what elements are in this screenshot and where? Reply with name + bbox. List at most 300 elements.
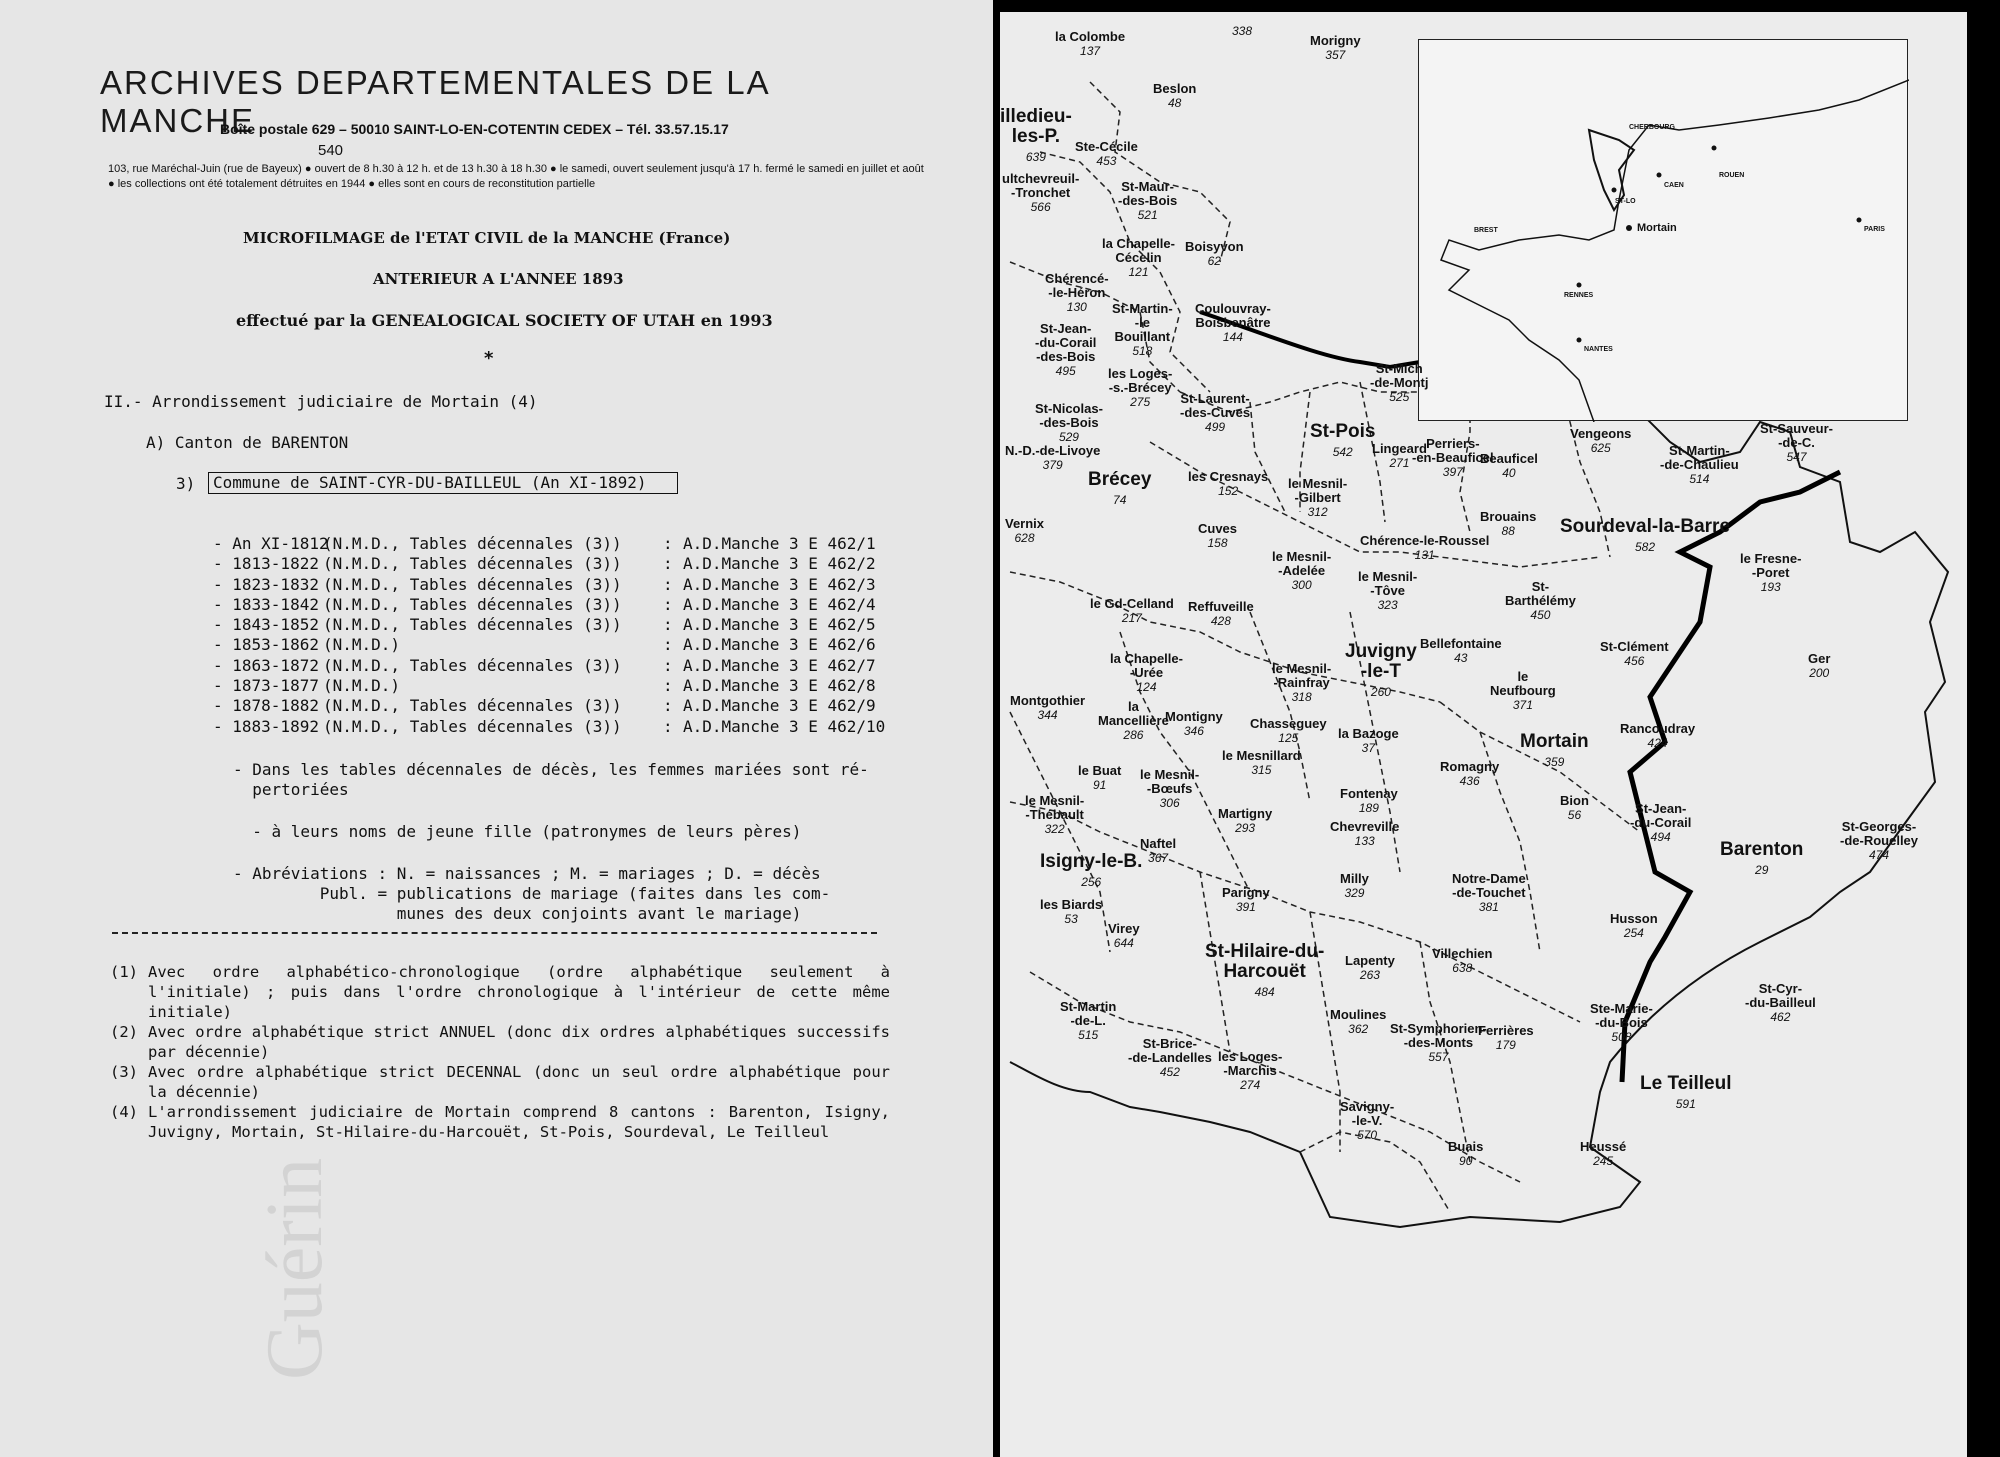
- record-reference: A.D.Manche 3 E 462/3: [683, 574, 876, 594]
- place-name: Morigny: [1310, 33, 1361, 48]
- place-number: 91: [1092, 778, 1107, 792]
- place-number: 547: [1786, 450, 1807, 464]
- map-place-st-georges-rouelley: [1840, 820, 1918, 862]
- record-reference: A.D.Manche 3 E 462/2: [683, 554, 876, 574]
- place-number: 397: [1442, 465, 1463, 479]
- place-name: Lapenty: [1345, 953, 1395, 968]
- map-place-montigny: [1165, 710, 1223, 738]
- note-abreviations: - Abréviations : N. = naissances ; M. = mariages ; D. = décès Publ. = publications de mariage (faites dans les com- munes des deux conjoints avant le mariage): [233, 864, 831, 923]
- place-name: Mortain: [1520, 731, 1589, 752]
- footnote-text: Avec ordre alphabétique strict DECENNAL (donc un seul ordre alphabétique pour la décennie): [148, 1063, 890, 1101]
- map-place-sourdeval: [1560, 517, 1730, 557]
- place-number: 88: [1501, 524, 1515, 538]
- box-number: 540: [318, 142, 344, 159]
- record-reference: A.D.Manche 3 E 462/9: [683, 696, 876, 716]
- heading-anterieur: ANTERIEUR A L'ANNEE 1893: [373, 270, 624, 288]
- map-place-naftel: [1140, 837, 1176, 865]
- place-number: 456: [1624, 654, 1645, 668]
- place-number: 514: [1689, 472, 1710, 486]
- place-number: 625: [1590, 441, 1611, 455]
- map-place-fultchevreuil: [1002, 172, 1079, 214]
- record-description: (N.M.D., Tables décennales (3)): [323, 554, 622, 574]
- map-place-ste-cecile: [1075, 140, 1138, 168]
- map-place-num-338: [1232, 24, 1252, 38]
- commune-title-box: Commune de SAINT-CYR-DU-BAILLEUL (An XI-1892): [208, 472, 678, 494]
- place-name: Villechien: [1432, 946, 1493, 961]
- map-place-les-cresnays: [1188, 470, 1268, 498]
- inset-city-nantes: NANTES: [1584, 346, 1613, 353]
- place-number: 62: [1207, 254, 1221, 268]
- place-name: Barenton: [1720, 839, 1804, 860]
- map-place-barenton: [1720, 840, 1803, 880]
- place-number: 189: [1358, 801, 1379, 815]
- map-place-fontenay: [1340, 787, 1398, 815]
- record-separator: :: [663, 554, 673, 574]
- place-number: 525: [1389, 390, 1410, 404]
- map-place-ger: [1808, 652, 1830, 680]
- place-name: Juvigny -le-T: [1345, 641, 1417, 682]
- place-number: 529: [1058, 430, 1079, 444]
- record-separator: :: [663, 635, 673, 655]
- footnote-number: (2): [110, 1023, 138, 1041]
- record-reference: A.D.Manche 3 E 462/6: [683, 635, 876, 655]
- archive-title: ARCHIVES DEPARTEMENTALES DE LA MANCHE: [100, 64, 769, 139]
- place-name: les Cresnays: [1188, 469, 1269, 484]
- inset-city-rouen: ROUEN: [1719, 172, 1745, 179]
- map-place-st-barthelemy: [1505, 580, 1576, 622]
- place-name: St-Jean- -du-Corail: [1630, 801, 1692, 830]
- place-name: St-Clément: [1600, 639, 1669, 654]
- place-number: 436: [1459, 774, 1480, 788]
- star-separator: *: [484, 348, 494, 369]
- place-name: la Bazoge: [1338, 726, 1399, 741]
- place-number: 367: [1148, 851, 1169, 865]
- map-place-juvigny: [1345, 642, 1417, 702]
- inset-city-rennes: RENNES: [1564, 292, 1594, 299]
- place-name: Bellefontaine: [1420, 636, 1502, 651]
- map-place-la-chapelle-uree: [1110, 652, 1183, 694]
- map-place-rancoudray: [1620, 722, 1695, 750]
- place-number: 254: [1623, 926, 1644, 940]
- place-name: le Fresne- -Poret: [1740, 551, 1802, 580]
- map-place-st-martin-le-bouillant: [1112, 302, 1173, 358]
- place-number: 29: [1755, 863, 1769, 877]
- place-name: Milly: [1340, 871, 1369, 886]
- place-number: 200: [1809, 666, 1830, 680]
- place-name: Sourdeval-la-Barre: [1560, 516, 1731, 537]
- place-name: Heussé: [1580, 1139, 1627, 1154]
- map-place-la-bazoge: [1338, 727, 1399, 755]
- place-name: Parigny: [1222, 885, 1270, 900]
- record-description: (N.M.D., Tables décennales (3)): [323, 615, 622, 635]
- place-number: 152: [1218, 484, 1239, 498]
- map-place-bellefontaine: [1420, 637, 1502, 665]
- place-number: 474: [1868, 848, 1890, 862]
- map-place-st-sauveur: [1760, 422, 1833, 464]
- map-place-le-fresne-poret: [1740, 552, 1801, 594]
- place-name: St-Jean- -du-Corail -des-Bois: [1035, 321, 1097, 364]
- place-number: 484: [1254, 985, 1275, 999]
- footnote-number: (4): [110, 1103, 138, 1121]
- map-place-st-hilaire: [1205, 942, 1324, 1002]
- place-name: Montgothier: [1010, 693, 1086, 708]
- map-place-le-mesnil-boeufs: [1140, 768, 1199, 810]
- postal-address: Boîte postale 629 – 50010 SAINT-LO-EN-COTENTIN CEDEX – Tél. 33.57.15.17: [220, 121, 729, 137]
- record-row: [213, 534, 993, 554]
- map-place-st-laurent: [1180, 392, 1250, 434]
- map-place-st-jean-du-corail: [1630, 802, 1691, 844]
- map-place-le-mesnillard: [1222, 749, 1301, 777]
- map-place-virey: [1108, 922, 1140, 950]
- map-place-st-martin-chaulieu: [1660, 444, 1739, 486]
- place-name: Bion: [1560, 793, 1589, 808]
- heading-genealogical-society: effectué par la GENEALOGICAL SOCIETY OF UTAH en 1993: [236, 311, 773, 330]
- place-number: 322: [1044, 822, 1065, 836]
- place-number: 124: [1136, 680, 1157, 694]
- place-number: 256: [1081, 875, 1102, 889]
- place-name: Savigny- -le-V.: [1340, 1099, 1395, 1128]
- watermark: Guérin: [251, 1157, 339, 1380]
- place-number: 40: [1502, 466, 1516, 480]
- place-name: St-Martin- -de-Chaulieu: [1660, 443, 1739, 472]
- place-number: 338: [1232, 24, 1253, 38]
- records-list: [213, 534, 993, 737]
- place-number: 428: [1210, 614, 1231, 628]
- place-name: Ger: [1808, 651, 1831, 666]
- record-description: (N.M.D., Tables décennales (3)): [323, 574, 622, 594]
- map-place-le-buat: [1078, 764, 1121, 792]
- map-place-st-jean-du-corail-des-bois: [1035, 322, 1096, 378]
- place-number: 591: [1675, 1097, 1696, 1111]
- map-place-livoye: [1005, 444, 1100, 472]
- record-period: - An XI-1812: [213, 534, 329, 553]
- place-number: 557: [1428, 1050, 1449, 1064]
- place-number: 217: [1121, 611, 1142, 625]
- place-number: 274: [1240, 1078, 1261, 1092]
- place-number: 424: [1647, 736, 1668, 750]
- inset-city-cherbourg: CHERBOURG: [1629, 124, 1675, 131]
- place-number: 644: [1113, 936, 1134, 950]
- record-reference: A.D.Manche 3 E 462/10: [683, 716, 886, 736]
- place-name: Beauficel: [1480, 451, 1538, 466]
- place-name: le Gd-Celland: [1090, 596, 1174, 611]
- place-name: N.-D.-de-Livoye: [1005, 443, 1101, 458]
- record-period: - 1853-1862: [213, 635, 319, 655]
- map-place-martigny: [1218, 807, 1272, 835]
- map-place-vernix: [1005, 517, 1044, 545]
- map-place-le-mesnil-rainfray: [1272, 662, 1331, 704]
- dashed-divider: [112, 932, 877, 934]
- map-place-la-colombe: [1055, 30, 1125, 58]
- map-place-le-neufbourg: [1490, 670, 1556, 712]
- place-number: 137: [1080, 44, 1101, 58]
- place-name: Perriers- -en-Beauficel: [1412, 436, 1494, 465]
- place-name: Husson: [1610, 911, 1658, 926]
- map-place-la-chapelle-cecelin: [1102, 237, 1175, 279]
- map-place-notre-dame-touchet: [1452, 872, 1526, 914]
- place-number: 306: [1159, 796, 1180, 810]
- footnote-number: (3): [110, 1063, 138, 1081]
- place-number: 158: [1207, 536, 1228, 550]
- place-number: 542: [1332, 445, 1353, 459]
- map-place-lapenty: [1345, 954, 1395, 982]
- map-place-milly: [1340, 872, 1369, 900]
- footnote: [110, 1062, 890, 1102]
- map-place-villedieu: [1000, 107, 1072, 167]
- record-period: - 1873-1877: [213, 676, 319, 696]
- map-place-st-clement: [1600, 640, 1669, 668]
- record-description: (N.M.D., Tables décennales (3)): [323, 716, 622, 736]
- record-period: - 1833-1842: [213, 594, 319, 614]
- record-separator: :: [663, 676, 673, 696]
- map-place-le-mesnil-tove: [1358, 570, 1417, 612]
- record-separator: :: [663, 615, 673, 635]
- place-name: Boisyvon: [1185, 239, 1244, 254]
- place-name: le Mesnil- -Adelée: [1272, 549, 1332, 578]
- left-page: [0, 0, 993, 1457]
- place-name: Beslon: [1153, 81, 1197, 96]
- place-name: St-Martin -de-L.: [1060, 999, 1117, 1028]
- record-description: (N.M.D.): [323, 635, 401, 655]
- map-place-st-martin-de-l: [1060, 1000, 1116, 1042]
- place-name: St-Cyr- -du-Bailleul: [1745, 981, 1816, 1010]
- place-number: 125: [1278, 731, 1299, 745]
- place-name: St-Hilaire-du- Harcouët: [1205, 941, 1325, 982]
- map-place-le-mesnil-gilbert: [1288, 477, 1347, 519]
- place-name: le Neufbourg: [1490, 669, 1556, 698]
- map-place-cuves: [1198, 522, 1237, 550]
- place-name: Buais: [1448, 1139, 1484, 1154]
- map-place-morigny: [1310, 34, 1361, 62]
- place-name: Virey: [1108, 921, 1140, 936]
- map-place-husson: [1610, 912, 1658, 940]
- place-number: 130: [1066, 300, 1087, 314]
- record-separator: :: [663, 574, 673, 594]
- map-place-reffuveille: [1188, 600, 1254, 628]
- map-place-les-biards: [1040, 898, 1102, 926]
- place-name: Chevreville: [1330, 819, 1400, 834]
- place-number: 263: [1359, 968, 1380, 982]
- map-place-heusse: [1580, 1140, 1626, 1168]
- place-name: la Colombe: [1055, 29, 1126, 44]
- place-name: Cuves: [1198, 521, 1238, 536]
- place-number: 293: [1235, 821, 1256, 835]
- map-place-beauficel: [1480, 452, 1538, 480]
- map-place-buais: [1448, 1140, 1483, 1168]
- place-name: Montigny: [1165, 709, 1223, 724]
- footnotes: [110, 962, 890, 1142]
- record-description: (N.M.D., Tables décennales (3)): [323, 594, 622, 614]
- address-opening-hours: 103, rue Maréchal-Juin (rue de Bayeux) ● ouvert de 8 h.30 à 12 h. et de 13 h.30 à 18 h.30 ● le samedi, ouvert seulement jusqu'à 17 h. fermé le samedi en juillet et août ● les collections ont été totalement détruites en 1944 ● elles sont en cours de reconstitution partielle: [108, 163, 924, 190]
- place-name: St-Mich -de-Montj: [1370, 361, 1429, 390]
- place-number: 515: [1078, 1028, 1099, 1042]
- footnote: [110, 1022, 890, 1062]
- map-place-romagny: [1440, 760, 1499, 788]
- map-place-les-loges-marchis: [1218, 1050, 1282, 1092]
- map-place-st-nicolas: [1035, 402, 1103, 444]
- note-noms-jeune-fille: - à leurs noms de jeune fille (patronymes de leurs pères): [233, 822, 802, 841]
- map-page: [1000, 12, 1967, 1457]
- place-name: Vernix: [1005, 516, 1045, 531]
- place-name: Vengeons: [1570, 426, 1632, 441]
- record-description: (N.M.D., Tables décennales (3)): [323, 655, 622, 675]
- map-place-montgothier: [1010, 694, 1085, 722]
- place-number: 144: [1222, 330, 1243, 344]
- place-number: 566: [1030, 200, 1051, 214]
- place-number: 43: [1454, 651, 1468, 665]
- record-separator: :: [663, 716, 673, 736]
- place-number: 260: [1370, 685, 1391, 699]
- map-place-le-gd-celland: [1090, 597, 1174, 625]
- place-name: Naftel: [1140, 836, 1177, 851]
- place-number: 275: [1130, 395, 1151, 409]
- place-number: 495: [1055, 364, 1076, 378]
- place-name: St-Nicolas- -des-Bois: [1035, 401, 1103, 430]
- map-place-st-pois: [1310, 422, 1375, 462]
- place-name: Rancoudray: [1620, 721, 1696, 736]
- record-period: - 1823-1832: [213, 574, 319, 594]
- place-number: 271: [1389, 456, 1410, 470]
- place-number: 53: [1064, 912, 1078, 926]
- place-name: St- Barthélémy: [1505, 579, 1576, 608]
- place-number: 499: [1205, 420, 1226, 434]
- record-separator: :: [663, 696, 673, 716]
- map-place-st-cyr-du-bailleul: [1745, 982, 1816, 1024]
- map-place-chevreville: [1330, 820, 1399, 848]
- place-number: 131: [1414, 548, 1435, 562]
- place-number: 133: [1354, 834, 1375, 848]
- place-number: 315: [1251, 763, 1272, 777]
- record-reference: A.D.Manche 3 E 462/7: [683, 655, 876, 675]
- map-place-boisyvon: [1185, 240, 1244, 268]
- map-place-le-mesnil-thebault: [1025, 794, 1084, 836]
- place-number: 362: [1348, 1022, 1369, 1036]
- record-reference: A.D.Manche 3 E 462/5: [683, 615, 876, 635]
- place-name: Notre-Dame -de-Touchet: [1452, 871, 1526, 900]
- place-number: 359: [1544, 755, 1565, 769]
- place-name: ultchevreuil- -Tronchet: [1002, 171, 1080, 200]
- place-name: Coulouvray- Boisbenâtre: [1195, 301, 1271, 330]
- place-name: les Loges- -s.-Brécey: [1108, 366, 1173, 395]
- place-number: 300: [1291, 578, 1312, 592]
- place-number: 346: [1183, 724, 1204, 738]
- inset-city-paris: PARIS: [1864, 226, 1885, 233]
- map-place-beslon: [1153, 82, 1196, 110]
- inset-locator-map: [1418, 39, 1908, 421]
- place-number: 312: [1307, 505, 1328, 519]
- place-name: la Mancellière: [1098, 699, 1169, 728]
- map-place-coulouvray: [1195, 302, 1271, 344]
- place-number: 74: [1113, 493, 1127, 507]
- place-number: 391: [1235, 900, 1256, 914]
- record-period: - 1863-1872: [213, 655, 319, 675]
- place-number: 639: [1025, 150, 1046, 164]
- place-number: 582: [1634, 540, 1656, 554]
- place-number: 90: [1459, 1154, 1473, 1168]
- place-number: 521: [1137, 208, 1158, 222]
- place-name: les Biards: [1040, 897, 1103, 912]
- record-description: (N.M.D., Tables décennales (3)): [323, 696, 622, 716]
- place-name: le Mesnillard: [1222, 748, 1301, 763]
- place-number: 318: [1291, 690, 1312, 704]
- map-place-st-michel: [1370, 362, 1428, 404]
- place-number: 329: [1344, 886, 1365, 900]
- place-name: Chasseguey: [1250, 716, 1327, 731]
- place-name: Fontenay: [1340, 786, 1398, 801]
- heading-microfilmage: MICROFILMAGE de l'ETAT CIVIL de la MANCHE (France): [243, 229, 731, 247]
- place-name: le Mesnil- -Thébault: [1025, 793, 1085, 822]
- place-number: 453: [1096, 154, 1117, 168]
- place-name: St-Pois: [1310, 421, 1376, 442]
- place-name: le Mesnil- -Gilbert: [1288, 476, 1348, 505]
- place-number: 518: [1132, 344, 1153, 358]
- map-place-ste-marie-du-bois: [1590, 1002, 1653, 1044]
- footnote: [110, 1102, 890, 1142]
- place-name: le Mesnil- -Bœufs: [1140, 767, 1200, 796]
- inset-city-brest: BREST: [1474, 227, 1498, 234]
- outer-boundary: [1010, 407, 1948, 1227]
- place-name: Martigny: [1218, 806, 1273, 821]
- map-place-parigny: [1222, 886, 1270, 914]
- record-separator: :: [663, 594, 673, 614]
- map-place-st-maur: [1118, 180, 1177, 222]
- map-place-cherence-le-roussel: [1360, 534, 1489, 562]
- map-place-le-mesnil-adelee: [1272, 550, 1331, 592]
- record-separator: :: [663, 655, 673, 675]
- record-row: [213, 595, 993, 615]
- record-row: [213, 676, 993, 696]
- place-number: 121: [1128, 265, 1149, 279]
- map-place-la-mancelliere: [1098, 700, 1169, 742]
- place-name: Romagny: [1440, 759, 1500, 774]
- map-place-le-teilleul: [1640, 1074, 1732, 1114]
- place-number: 570: [1357, 1128, 1378, 1142]
- place-number: 344: [1037, 708, 1058, 722]
- arrondissement-heading: II.- Arrondissement judiciaire de Mortain (4): [104, 392, 538, 411]
- record-row: [213, 554, 993, 574]
- place-name: la Chapelle- Cécelin: [1102, 236, 1175, 265]
- inset-city-st-lo: ST-LO: [1615, 198, 1636, 205]
- place-number: 462: [1770, 1010, 1791, 1024]
- record-description: (N.M.D., Tables décennales (3)): [323, 534, 622, 553]
- place-name: Ste-Marie- -du-Bois: [1590, 1001, 1653, 1030]
- map-place-les-loges-brecey: [1108, 367, 1172, 409]
- record-row: [213, 656, 993, 676]
- footnote-text: Avec ordre alphabétique strict ANNUEL (donc dix ordres alphabétiques successifs par décennie): [148, 1023, 890, 1061]
- map-place-ferrieres: [1478, 1024, 1534, 1052]
- place-name: le Mesnil- -Tôve: [1358, 569, 1418, 598]
- place-name: Moulines: [1330, 1007, 1387, 1022]
- footnote-text: L'arrondissement judiciaire de Mortain comprend 8 cantons : Barenton, Isigny, Juvigny, Mortain, St-Hilaire-du-Harcouët, St-Pois, Sourdeval, Le Teilleul: [148, 1103, 890, 1141]
- place-number: 48: [1167, 96, 1182, 110]
- map-place-brecey: [1088, 470, 1151, 510]
- record-period: - 1883-1892: [213, 716, 319, 736]
- place-name: Ferrières: [1478, 1023, 1534, 1038]
- place-name: Brécey: [1088, 469, 1152, 490]
- footnote-number: (1): [110, 963, 138, 981]
- place-name: St-Maur- -des-Bois: [1118, 179, 1178, 208]
- place-name: Lingeard: [1372, 441, 1427, 456]
- map-place-chasseguey: [1250, 717, 1327, 745]
- place-name: St-Symphorien- -des-Monts: [1390, 1021, 1487, 1050]
- place-name: la Chapelle- -Urée: [1110, 651, 1183, 680]
- map-place-vengeons: [1570, 427, 1631, 455]
- place-name: Isigny-le-B.: [1040, 851, 1143, 872]
- place-name: St-Martin- -le Bouillant: [1112, 301, 1173, 344]
- map-place-savigny: [1340, 1100, 1394, 1142]
- footnote-text: Avec ordre alphabético-chronologique (ordre alphabétique seulement à l'initiale) ; puis dans l'ordre chronologique à l'intérieur de cette même initiale): [148, 963, 890, 1021]
- record-reference: A.D.Manche 3 E 462/4: [683, 594, 876, 614]
